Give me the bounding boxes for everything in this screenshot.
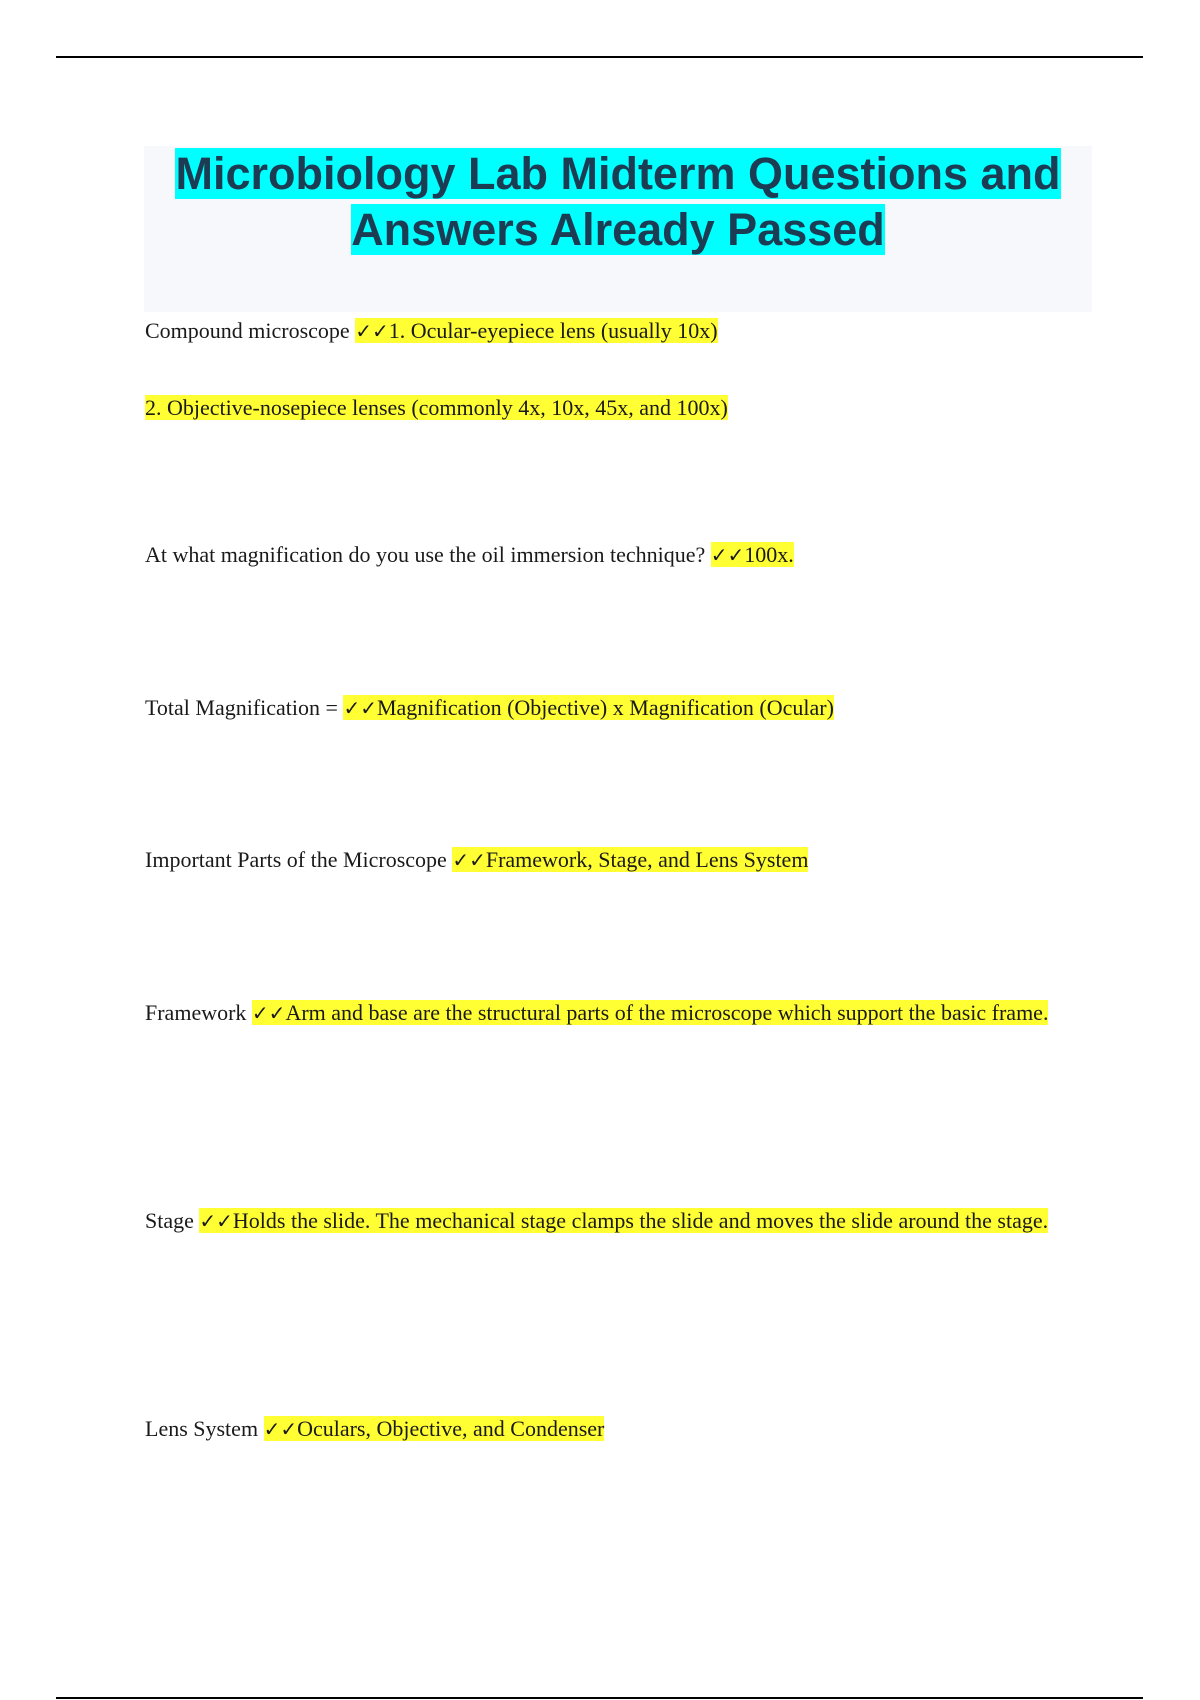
answer-text: 1. Ocular-eyepiece lens (usually 10x) [388,318,718,343]
title-box [144,146,1092,312]
double-check-icon: ✓✓ [251,1001,286,1025]
answer-text: Framework, Stage, and Lens System [485,847,809,872]
question-text: Stage [145,1208,200,1233]
qa-item [145,377,1105,438]
qa-item [145,677,1105,739]
answer-highlight [355,318,717,343]
answer-highlight [711,542,794,567]
answer-highlight [343,695,833,720]
double-check-icon: ✓✓ [355,319,389,343]
answer-text: 100x. [744,542,794,567]
question-text: Important Parts of the Microscope [145,847,453,872]
question-text: Total Magnification = [145,695,344,720]
qa-item [145,1398,1105,1460]
qa-item [145,982,1105,1044]
question-text: At what magnification do you use the oil immersion technique? [145,542,711,567]
double-check-icon: ✓✓ [710,543,745,567]
qa-item [145,829,1105,891]
double-check-icon: ✓✓ [263,1417,298,1441]
question-text: Compound microscope [145,318,356,343]
answer-highlight [252,1000,1049,1025]
answer-text: Holds the slide. The mechanical stage clamps the slide and moves the slide around the stage. [232,1208,1049,1233]
answer-highlight [452,847,808,872]
qa-item [145,300,1105,362]
answer-text: Arm and base are the structural parts of the microscope which support the basic frame. [285,1000,1049,1025]
question-text: Framework [145,1000,252,1025]
answer-highlight [145,395,728,420]
header-rule [56,56,1143,58]
answer-highlight [199,1208,1048,1233]
double-check-icon: ✓✓ [452,848,486,872]
footer-rule [56,1697,1143,1699]
answer-text: Magnification (Objective) x Magnification (Ocular) [376,695,834,720]
double-check-icon: ✓✓ [199,1209,233,1233]
qa-item [145,524,1105,586]
answer-text: Oculars, Objective, and Condenser [297,1416,605,1441]
qa-item [145,1190,1105,1252]
double-check-icon: ✓✓ [343,696,377,720]
answer-highlight [264,1416,605,1441]
document-title: Microbiology Lab Midterm Questions and Answers Already Passed [175,148,1061,255]
answer-text: 2. Objective-nosepiece lenses (commonly 4x, 10x, 45x, and 100x) [145,395,728,420]
question-text: Lens System [145,1416,264,1441]
